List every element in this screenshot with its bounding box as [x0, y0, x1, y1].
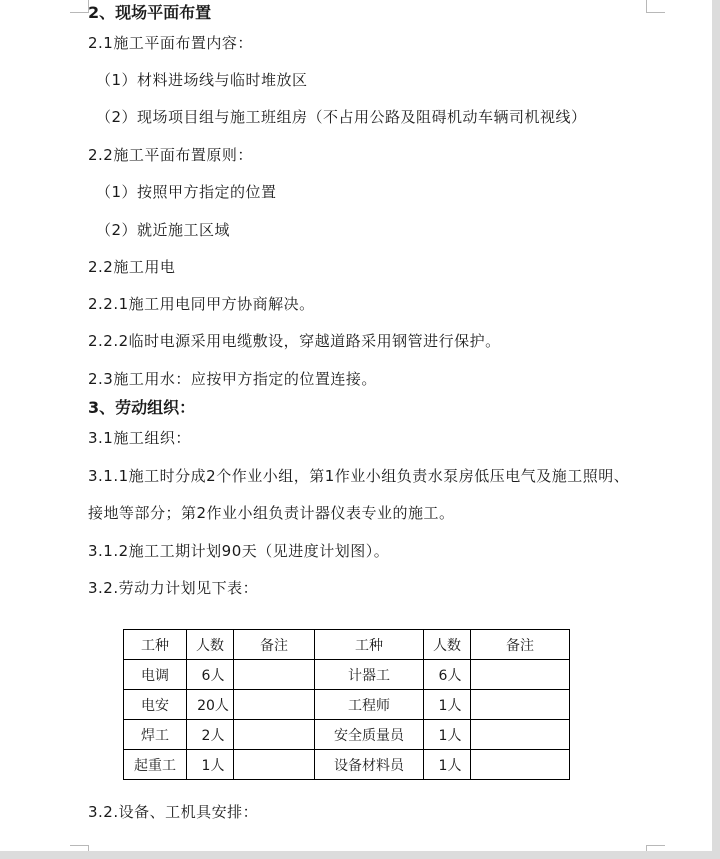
table-cell: 电安 — [124, 690, 187, 720]
table-cell — [471, 690, 570, 720]
table-cell — [471, 720, 570, 750]
list-item: （2）就近施工区域 — [96, 221, 231, 239]
subsection-title: 3.2.设备、工机具安排： — [88, 803, 259, 821]
table-cell: 1人 — [424, 720, 471, 750]
table-cell: 1人 — [424, 750, 471, 780]
table-header-row — [124, 630, 570, 660]
vertical-scrollbar[interactable] — [712, 0, 720, 859]
table-cell: 电调 — [124, 660, 187, 690]
paragraph: 2.2.1施工用电同甲方协商解决。 — [88, 295, 315, 313]
table-cell: 焊工 — [124, 720, 187, 750]
section-heading: 3、劳动组织： — [88, 398, 196, 417]
table-caption: 3.2.劳动力计划见下表： — [88, 579, 259, 597]
table-cell — [471, 750, 570, 780]
table-cell — [234, 750, 315, 780]
table-cell: 1人 — [187, 750, 234, 780]
table-header-cell: 工种 — [315, 630, 424, 660]
paragraph-continuation: 接地等部分；第2作业小组负责计器仪表专业的施工。 — [88, 504, 455, 522]
subsection-title: 2.2施工平面布置原则： — [88, 146, 253, 164]
page-gap — [0, 851, 720, 859]
table-header-cell: 备注 — [234, 630, 315, 660]
table-header-cell: 人数 — [424, 630, 471, 660]
table-cell — [234, 660, 315, 690]
table-header-cell: 备注 — [471, 630, 570, 660]
table-cell: 工程师 — [315, 690, 424, 720]
paragraph: 2.2.2临时电源采用电缆敷设，穿越道路采用钢管进行保护。 — [88, 332, 501, 350]
table-cell: 20人 — [187, 690, 234, 720]
list-item: （1）按照甲方指定的位置 — [96, 183, 277, 201]
subsection-title: 2.1施工平面布置内容： — [88, 34, 253, 52]
paragraph: 3.1.2施工工期计划90天（见进度计划图）。 — [88, 542, 390, 560]
table-row — [124, 660, 570, 690]
table-cell: 6人 — [424, 660, 471, 690]
table-cell: 安全质量员 — [315, 720, 424, 750]
subsection-title: 3.1施工组织： — [88, 429, 191, 447]
labor-plan-table — [123, 629, 570, 780]
table-row — [124, 690, 570, 720]
table-cell: 6人 — [187, 660, 234, 690]
section-heading: 2、现场平面布置 — [88, 3, 212, 22]
page-corner-mark — [70, 0, 89, 13]
subsection-title: 2.2施工用电 — [88, 258, 176, 276]
table-row — [124, 720, 570, 750]
paragraph: 2.3施工用水：应按甲方指定的位置连接。 — [88, 370, 377, 388]
table-cell — [471, 660, 570, 690]
table-cell: 设备材料员 — [315, 750, 424, 780]
table-cell — [234, 690, 315, 720]
table-cell: 2人 — [187, 720, 234, 750]
table-row — [124, 750, 570, 780]
table-cell: 1人 — [424, 690, 471, 720]
table-header-cell: 工种 — [124, 630, 187, 660]
table-cell: 计器工 — [315, 660, 424, 690]
table-header-cell: 人数 — [187, 630, 234, 660]
table-cell: 起重工 — [124, 750, 187, 780]
list-item: （1）材料进场线与临时堆放区 — [96, 71, 308, 89]
table-cell — [234, 720, 315, 750]
list-item: （2）现场项目组与施工班组房（不占用公路及阻碍机动车辆司机视线） — [96, 108, 587, 126]
page-corner-mark — [646, 0, 665, 13]
paragraph: 3.1.1施工时分成2个作业小组，第1作业小组负责水泵房低压电气及施工照明、 — [88, 467, 630, 485]
